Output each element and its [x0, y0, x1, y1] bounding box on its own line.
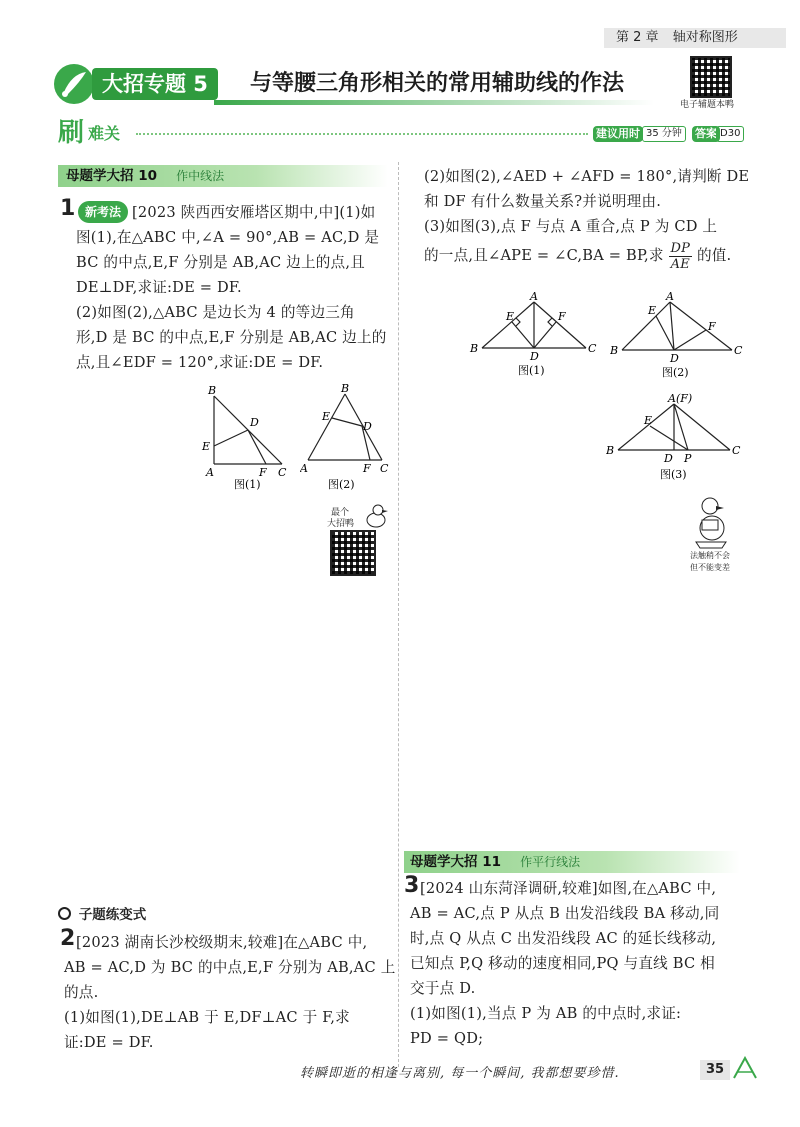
q1r-line-4-suffix: 的值. [696, 247, 732, 264]
duck-reading-icon [686, 490, 736, 550]
svg-text:D: D [250, 416, 259, 429]
q1r-line-4 [424, 239, 749, 273]
svg-text:P: P [684, 452, 692, 465]
q1-qr-label-1: 最个 [331, 508, 350, 518]
svg-text:D: D [664, 452, 673, 465]
q2-line-3: 的点. [64, 984, 99, 1001]
svg-text:E: E [322, 410, 331, 423]
q1r-fig3-caption: 图(3) [660, 468, 687, 481]
q1r-figure-3 [606, 392, 746, 484]
footer-motto: 转瞬即逝的相逢与离别, 每一个瞬间, 我都想要珍惜. [300, 1066, 620, 1081]
topic-banner [54, 62, 664, 106]
svg-text:B: B [610, 344, 619, 357]
svg-text:D: D [670, 352, 679, 365]
chapter-number: 第 2 章 [616, 30, 659, 45]
q3-text [410, 876, 720, 1051]
answer-label: 答案 [692, 126, 720, 142]
brush-logo-icon [54, 64, 94, 104]
level-bar [58, 118, 740, 148]
q1r-fig1-caption: 图(1) [518, 364, 545, 377]
q2-line-4: (1)如图(1),DE⊥AB 于 E,DF⊥AC 于 F,求 [64, 1009, 350, 1026]
svg-text:B: B [208, 384, 217, 397]
q1-line-6: 形,D 是 BC 的中点,E,F 分别是 AB,AC 边上的 [76, 329, 387, 346]
q3-line-7: PD = QD; [410, 1030, 484, 1047]
topic-title: 与等腰三角形相关的常用辅助线的作法 [250, 71, 625, 96]
q1r-fraction [669, 241, 693, 272]
svg-text:F: F [708, 320, 716, 333]
svg-text:B: B [606, 444, 615, 457]
q1-line-7: 点,且∠EDF = 120°,求证:DE = DF. [76, 354, 324, 371]
practice-heading [58, 903, 146, 923]
q1-line-5: (2)如图(2),△ABC 是边长为 4 的等边三角 [76, 304, 355, 321]
q1-figure-1 [196, 380, 296, 492]
q1-fig2-caption: 图(2) [328, 478, 355, 491]
duck-caption-2: 但不能变差 [690, 563, 730, 572]
svg-text:D: D [363, 420, 372, 433]
q1r-figure-1 [464, 292, 604, 382]
level-name: 难关 [88, 124, 121, 143]
svg-text:A: A [300, 462, 308, 475]
q1-tag-label: 新考法 [84, 205, 121, 219]
q2-text [64, 930, 396, 1055]
svg-text:C: C [734, 344, 743, 357]
q1-number: 1 [60, 196, 76, 221]
svg-text:D: D [530, 350, 539, 363]
q3-line-5: 交于点 D. [410, 980, 476, 997]
time-value: 35 分钟 [642, 126, 686, 142]
svg-text:E: E [648, 304, 657, 317]
page-number: 35 [700, 1060, 730, 1080]
svg-text:F: F [558, 310, 566, 323]
svg-text:B: B [470, 342, 479, 355]
header-qr-code[interactable] [690, 56, 732, 98]
svg-text:E: E [506, 310, 515, 323]
svg-text:B: B [341, 382, 350, 395]
q3-line-6: (1)如图(1),当点 P 为 AB 的中点时,求证: [410, 1005, 682, 1022]
section2-title: 母题学大招 11 [410, 854, 501, 870]
q1r-line-3: (3)如图(3),点 F 与点 A 重合,点 P 为 CD 上 [424, 218, 718, 235]
q1-line-2: 图(1),在△ABC 中,∠A = 90°,AB = AC,D 是 [76, 229, 380, 246]
svg-text:A: A [666, 292, 674, 303]
topic-badge: 大招专题 5 [92, 68, 218, 100]
q1-right-text [424, 164, 749, 273]
q1-text [76, 200, 387, 375]
svg-text:F: F [363, 462, 371, 475]
svg-text:A: A [206, 466, 214, 479]
q3-line-2: AB = AC,点 P 从点 B 出发沿线段 BA 移动,同 [410, 905, 720, 922]
q1-qr-code[interactable] [330, 530, 376, 576]
chapter-title: 轴对称图形 [672, 30, 738, 45]
duck-mascot-icon [362, 502, 390, 530]
q1-figure-2 [300, 380, 400, 492]
q1r-line-4-prefix: 的一点,且∠APE = ∠C,BA = BP,求 [424, 247, 664, 264]
svg-text:A(F): A(F) [668, 392, 693, 405]
svg-text:C: C [380, 462, 389, 475]
q2-line-2: AB = AC,D 为 BC 的中点,E,F 分别为 AB,AC 上 [64, 959, 396, 976]
q1r-frac-num: DP [670, 240, 691, 256]
q1-fig1-caption: 图(1) [234, 478, 261, 491]
q3-number: 3 [404, 873, 420, 898]
section2-subtitle: 作平行线法 [520, 855, 581, 869]
q2-line-5: 证:DE = DF. [64, 1034, 154, 1051]
practice-title: 子题练变式 [78, 907, 147, 923]
q1-line-1: [2023 陕西西安雁塔区期中,中](1)如 [132, 204, 376, 221]
q1r-line-1: (2)如图(2),∠AED + ∠AFD = 180°,请判断 DE [424, 168, 750, 185]
section1-band [58, 165, 388, 187]
page-corner-icon [732, 1056, 758, 1080]
level-divider [136, 133, 588, 135]
q1r-frac-den: AE [670, 256, 690, 272]
topic-underline [214, 100, 654, 105]
time-label: 建议用时 [593, 126, 643, 142]
q2-line-1: [2023 湖南长沙校级期末,较难]在△ABC 中, [76, 934, 368, 951]
q3-line-3: 时,点 Q 从点 C 出发沿线段 AC 的延长线移动, [410, 930, 717, 947]
svg-text:E: E [202, 440, 211, 453]
q3-line-4: 已知点 P,Q 移动的速度相同,PQ 与直线 BC 相 [410, 955, 715, 972]
q3-line-1: [2024 山东菏泽调研,较难]如图,在△ABC 中, [420, 880, 717, 897]
header-qr-caption: 电子辅题本鸭 [680, 100, 735, 110]
duck-caption-1: 法触稍不会 [690, 551, 730, 560]
svg-text:A: A [530, 292, 538, 303]
q1r-line-2: 和 DF 有什么数量关系?并说明理由. [424, 193, 662, 210]
chapter-header [604, 28, 786, 48]
q1r-figure-2 [610, 292, 750, 382]
q1-line-4: DE⊥DF,求证:DE = DF. [76, 279, 242, 296]
svg-text:C: C [732, 444, 741, 457]
svg-text:C: C [588, 342, 597, 355]
q1-qr-label-2: 大招鸭 [327, 519, 355, 529]
level-shua: 刷 [58, 118, 85, 148]
column-divider [398, 162, 400, 1067]
svg-text:E: E [644, 414, 653, 427]
section1-title: 母题学大招 10 [66, 168, 157, 184]
answer-page: D30 [716, 126, 744, 142]
practice-bullet-icon [58, 907, 71, 920]
section1-subtitle: 作中线法 [176, 169, 225, 183]
svg-text:C: C [278, 466, 287, 479]
q2-number: 2 [60, 926, 76, 951]
q1-line-3: BC 的中点,E,F 分别是 AB,AC 边上的点,且 [76, 254, 365, 271]
q1r-fig2-caption: 图(2) [662, 366, 689, 379]
svg-text:F: F [259, 466, 267, 479]
section2-band [404, 851, 740, 873]
